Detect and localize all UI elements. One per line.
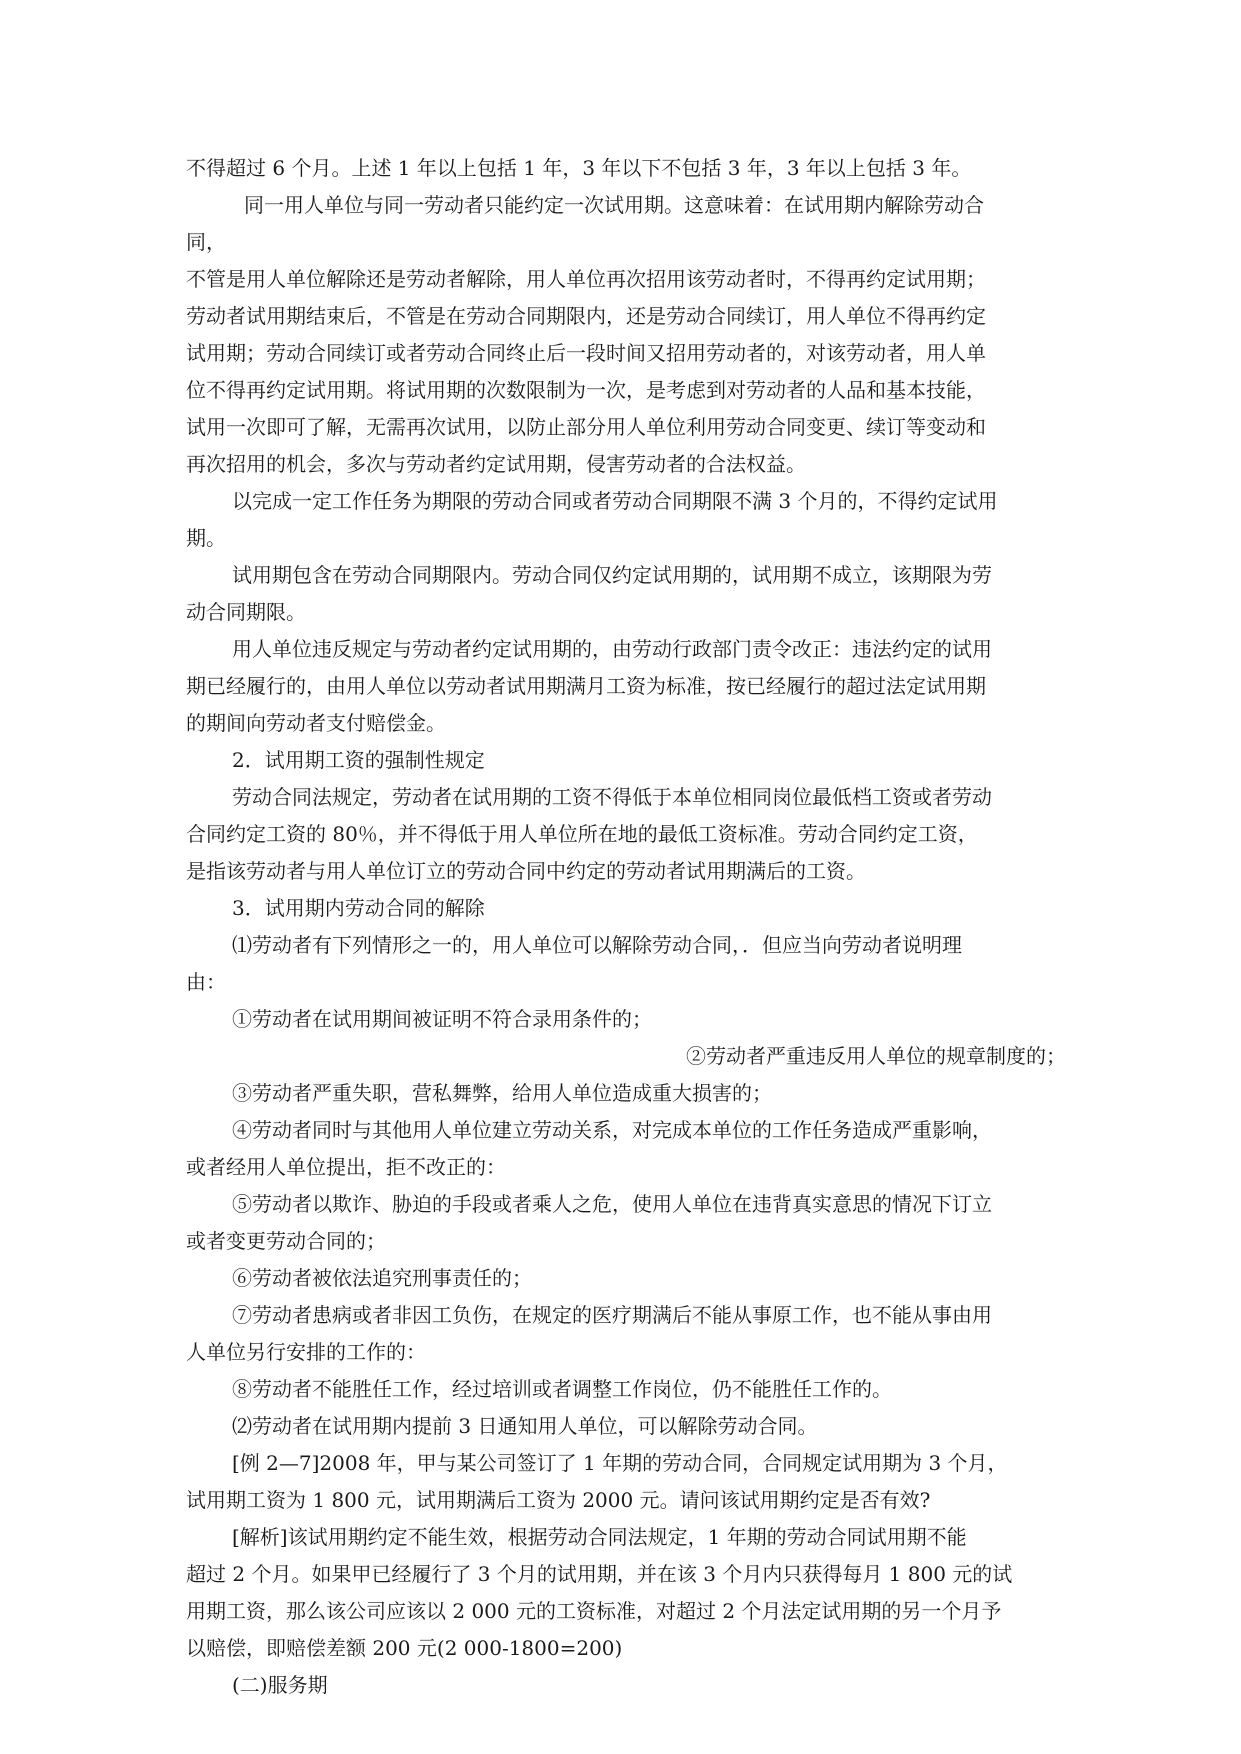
text-line: ①劳动者在试用期间被证明不符合录用条件的； [232,1007,652,1031]
text-line: 不管是用人单位解除还是劳动者解除，用人单位再次招用该劳动者时，不得再约定试用期； [186,267,986,291]
text-line: ⑦劳动者患病或者非因工负伤，在规定的医疗期满后不能从事原工作，也不能从事由用 [232,1303,992,1327]
text-line: 试用期工资为 1 800 元，试用期满后工资为 2000 元。请问该试用期约定是否有效? [186,1488,931,1512]
text-line: ④劳动者同时与其他用人单位建立劳动关系，对完成本单位的工作任务造成严重影响， [232,1118,992,1142]
text-line: ⑴劳动者有下列情形之一的，用人单位可以解除劳动合同，．但应当向劳动者说明理 [232,933,962,957]
text-line: ③劳动者严重失职，营私舞弊，给用人单位造成重大损害的； [232,1081,772,1105]
text-line: 再次招用的机会，多次与劳动者约定试用期，侵害劳动者的合法权益。 [186,452,806,476]
text-line: 以完成一定工作任务为期限的劳动合同或者劳动合同期限不满 3 个月的，不得约定试用 [232,489,998,513]
text-line: 合同约定工资的 80％，并不得低于用人单位所在地的最低工资标准。劳动合同约定工资， [186,822,978,846]
text-line: ⑵劳动者在试用期内提前 3 日通知用人单位，可以解除劳动合同。 [232,1414,818,1438]
text-line: 试用期包含在劳动合同期限内。劳动合同仅约定试用期的，试用期不成立，该期限为劳 [232,563,992,587]
text-line: ⑧劳动者不能胜任工作，经过培训或者调整工作岗位，仍不能胜任工作的。 [232,1377,892,1401]
text-line: 是指该劳动者与用人单位订立的劳动合同中约定的劳动者试用期满后的工资。 [186,859,866,883]
text-line: 同， [186,230,226,254]
text-line: 用期工资，那么该公司应该以 2 000 元的工资标准，对超过 2 个月法定试用期的另一个月予 [186,1599,1002,1623]
text-line: 动合同期限。 [186,600,306,624]
text-line: 超过 2 个月。如果甲已经履行了 3 个月的试用期，并在该 3 个月内只获得每月 1 800 元的试 [186,1562,1013,1586]
text-line: 由： [186,970,226,994]
text-line: 劳动合同法规定，劳动者在试用期的工资不得低于本单位相同岗位最低档工资或者劳动 [232,785,992,809]
text-line: 劳动者试用期结束后，不管是在劳动合同期限内，还是劳动合同续订，用人单位不得再约定 [186,304,986,328]
text-line: 试用期；劳动合同续订或者劳动合同终止后一段时间又招用劳动者的，对该劳动者，用人单 [186,341,986,365]
text-line: 的期间向劳动者支付赔偿金。 [186,711,446,735]
text-line: 位不得再约定试用期。将试用期的次数限制为一次，是考虑到对劳动者的人品和基本技能， [186,378,986,402]
text-line: 3．试用期内劳动合同的解除 [232,896,485,920]
text-line: 或者变更劳动合同的； [186,1229,386,1253]
text-line: 或者经用人单位提出，拒不改正的： [186,1155,506,1179]
text-line: 不得超过 6 个月。上述 1 年以上包括 1 年，3 年以下不包括 3 年，3 年以上包括 3 年。 [186,156,972,180]
text-line: 人单位另行安排的工作的： [186,1340,426,1364]
text-line: [例 2—7]2008 年，甲与某公司签订了 1 年期的劳动合同，合同规定试用期为 3 个月， [232,1451,1008,1475]
text-line: 期。 [186,526,226,550]
text-line: 以赔偿，即赔偿差额 200 元(2 000-1800=200) [186,1636,623,1660]
text-line: ⑥劳动者被依法追究刑事责任的； [232,1266,532,1290]
text-line: [解析]该试用期约定不能生效，根据劳动合同法规定，1 年期的劳动合同试用期不能 [232,1525,967,1549]
text-line: 期已经履行的，由用人单位以劳动者试用期满月工资为标准，按已经履行的超过法定试用期 [186,674,986,698]
text-line: ⑤劳动者以欺诈、胁迫的手段或者乘人之危，使用人单位在违背真实意思的情况下订立 [232,1192,992,1216]
text-line: ②劳动者严重违反用人单位的规章制度的； [686,1044,1066,1068]
text-line: (二)服务期 [232,1673,328,1697]
text-line: 同一用人单位与同一劳动者只能约定一次试用期。这意味着：在试用期内解除劳动合 [244,193,984,217]
text-line: 2．试用期工资的强制性规定 [232,748,485,772]
document-body [186,150,1066,1704]
text-line: 用人单位违反规定与劳动者约定试用期的，由劳动行政部门责令改正：违法约定的试用 [232,637,992,661]
text-line: 试用一次即可了解，无需再次试用，以防止部分用人单位利用劳动合同变更、续订等变动和 [186,415,986,439]
